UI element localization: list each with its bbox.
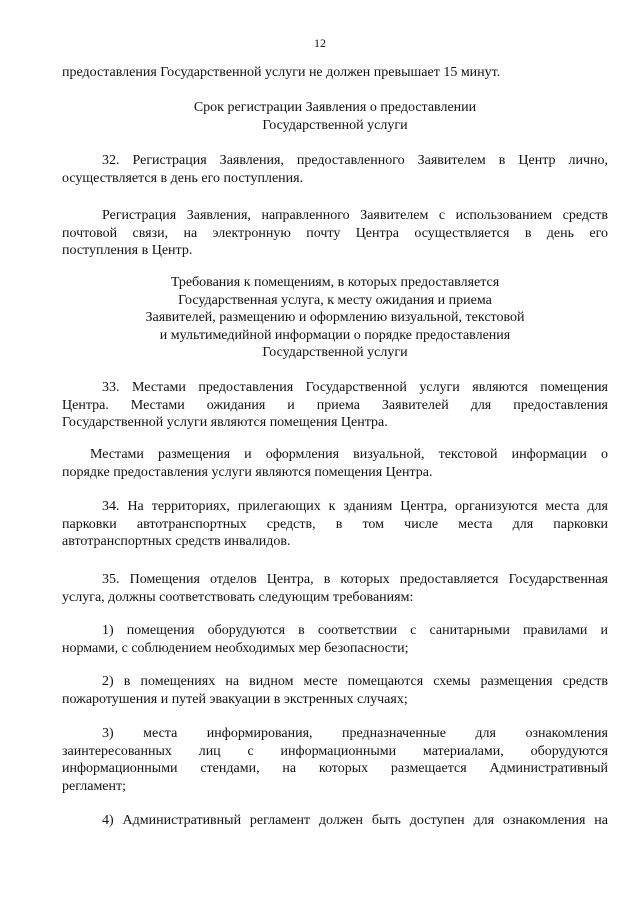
paragraph-35	[62, 571, 608, 606]
section-heading-registration	[62, 99, 608, 134]
heading-line: Государственной услуги	[262, 117, 408, 133]
text-line: регламент;	[62, 778, 127, 794]
list-item-4	[62, 812, 608, 830]
text-line: Центра. Местами ожидания и приема Заявителей для предоставления	[62, 397, 608, 413]
text-line: 1) помещения оборудуются в соответствии с санитарными правилами и	[102, 623, 608, 638]
list-item-2	[62, 673, 608, 708]
text-line: автотранспортных средств инвалидов.	[62, 534, 291, 549]
text-line: 4) Административный регламент должен быть доступен для ознакомления на	[102, 813, 608, 828]
paragraph-continuation	[62, 64, 608, 82]
section-heading-premises	[62, 274, 608, 362]
text-line: 3) места информирования, предназначенные для ознакомления	[102, 726, 608, 741]
heading-line: Заявителей, размещению и оформлению визуальной, текстовой	[145, 310, 525, 325]
text-line: 32. Регистрация Заявления, предоставленного Заявителем в Центр лично,	[102, 153, 608, 168]
text-line: 34. На территориях, прилегающих к зданиям Центра, организуются места для	[102, 499, 608, 514]
text-line: информационными стендами, на которых размещается Административный	[62, 761, 608, 776]
heading-line: Требования к помещениям, в которых предоставляется	[170, 275, 500, 290]
paragraph-33-information	[62, 446, 608, 481]
text-line: 35. Помещения отделов Центра, в которых предоставляется Государственная	[102, 572, 608, 587]
text-line: 33. Местами предоставления Государственной услуги являются помещения	[102, 380, 608, 395]
heading-line: Государственная услуга, к месту ожидания и приема	[178, 292, 492, 308]
list-item-1	[62, 622, 608, 657]
text-line: поступления в Центр.	[62, 243, 193, 258]
paragraph-34	[62, 498, 608, 551]
text-line: Местами размещения и оформления визуальной, текстовой информации о	[90, 447, 608, 462]
heading-line: и мультимедийной информации о порядке предоставления	[159, 327, 511, 343]
text-line: нормами, с соблюдением необходимых мер безопасности;	[62, 640, 409, 656]
text-line: почтовой связи, на электронную почту Центра осуществляется в день его	[62, 225, 608, 241]
text-line: пожаротушения и путей эвакуации в экстренных случаях;	[62, 691, 408, 707]
text-line: парковки автотранспортных средств, в том числе места для парковки	[62, 516, 608, 532]
text-line: порядке предоставления услуги являются помещения Центра.	[62, 464, 433, 480]
text-line: заинтересованных лиц с информационными материалами, оборудуются	[62, 743, 608, 759]
paragraph-32-registration-mail	[62, 207, 608, 260]
text-line: 2) в помещениях на видном месте помещаются схемы размещения средств	[102, 674, 608, 689]
text-line: Государственной услуги являются помещения Центра.	[62, 415, 388, 430]
list-item-3	[62, 725, 608, 795]
text-line: осуществляется в день его поступления.	[62, 170, 304, 186]
paragraph-33	[62, 379, 608, 432]
text-line: Регистрация Заявления, направленного Заявителем с использованием средств	[102, 208, 608, 223]
heading-line: Срок регистрации Заявления о предоставлении	[193, 100, 477, 115]
heading-line: Государственной услуги	[262, 345, 408, 360]
text-line: услуга, должны соответствовать следующим требованиям:	[62, 589, 414, 605]
paragraph-32	[62, 152, 608, 187]
page-number: 12	[314, 36, 326, 50]
text-line: предоставления Государственной услуги не должен превышает 15 минут.	[62, 65, 501, 80]
